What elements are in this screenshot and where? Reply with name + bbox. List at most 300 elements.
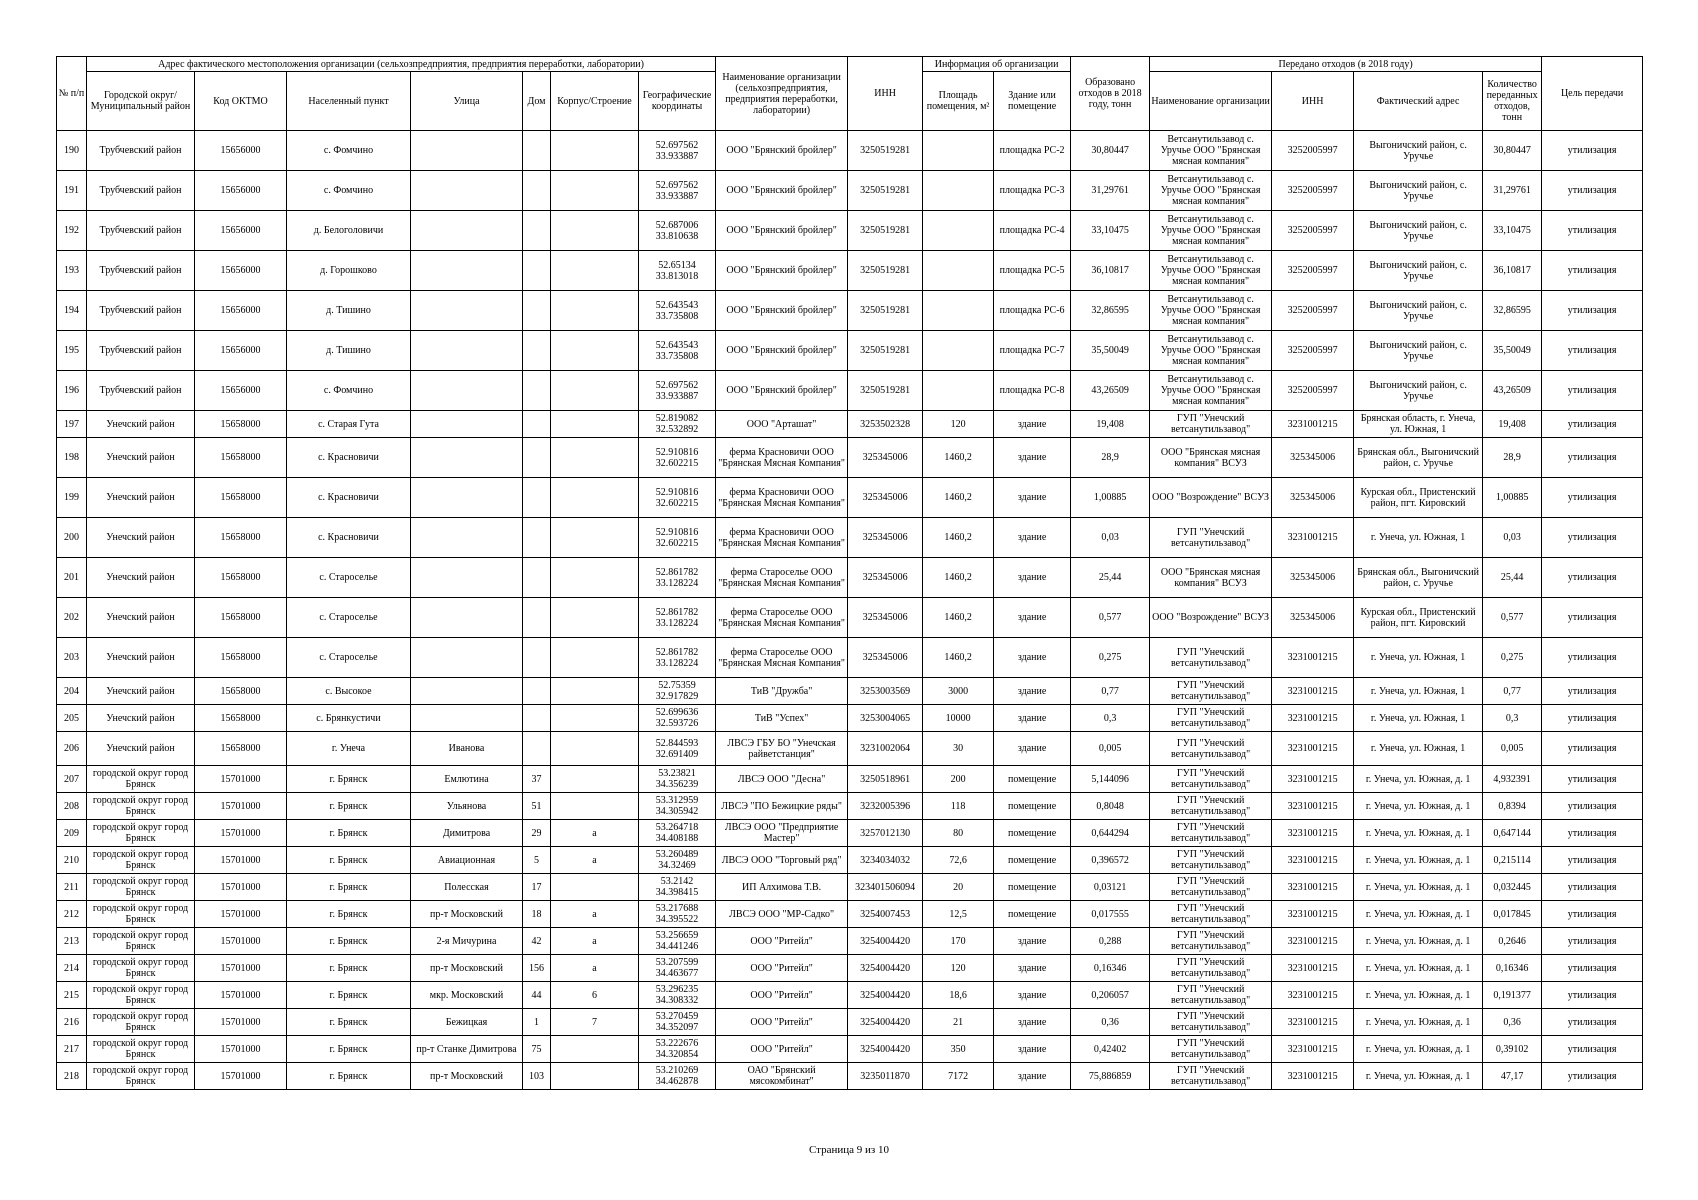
cell-recv-addr: г. Унеча, ул. Южная, 1 xyxy=(1354,732,1483,766)
cell-locality: г. Брянск xyxy=(287,847,411,874)
header-locality: Населенный пункт xyxy=(287,72,411,131)
cell-inn: 3250519281 xyxy=(848,291,923,331)
cell-premises: здание xyxy=(994,955,1071,982)
cell-area: 1460,2 xyxy=(923,638,994,678)
cell-qty: 30,80447 xyxy=(1483,131,1542,171)
cell-oktmo: 15658000 xyxy=(195,558,287,598)
table-row xyxy=(57,478,1643,518)
cell-coords: 52.910816 32.602215 xyxy=(639,478,716,518)
cell-recv-addr: г. Унеча, ул. Южная, д. 1 xyxy=(1354,847,1483,874)
cell-recv-inn: 325345006 xyxy=(1272,438,1354,478)
cell-formed: 0,42402 xyxy=(1071,1036,1150,1063)
cell-qty: 1,00885 xyxy=(1483,478,1542,518)
cell-area xyxy=(923,251,994,291)
header-oktmo: Код ОКТМО xyxy=(195,72,287,131)
table-row xyxy=(57,820,1643,847)
cell-locality: с. Брянкустичи xyxy=(287,705,411,732)
cell-house xyxy=(523,732,551,766)
cell-recv-inn: 325345006 xyxy=(1272,598,1354,638)
cell-num: 209 xyxy=(57,820,87,847)
cell-qty: 0,3 xyxy=(1483,705,1542,732)
cell-street: Авиационная xyxy=(411,847,523,874)
cell-recv-name: ГУП "Унечский ветсанутильзавод" xyxy=(1150,1009,1272,1036)
cell-recv-addr: г. Унеча, ул. Южная, д. 1 xyxy=(1354,820,1483,847)
cell-premises: здание xyxy=(994,1036,1071,1063)
cell-num: 191 xyxy=(57,171,87,211)
cell-house xyxy=(523,638,551,678)
cell-num: 198 xyxy=(57,438,87,478)
cell-org-name: ЛВСЭ ГБУ БО "Унечская райветстанция" xyxy=(716,732,848,766)
cell-district: Унечский район xyxy=(87,732,195,766)
table-row xyxy=(57,438,1643,478)
cell-purpose: утилизация xyxy=(1542,1009,1643,1036)
cell-formed: 43,26509 xyxy=(1071,371,1150,411)
cell-qty: 0,577 xyxy=(1483,598,1542,638)
cell-street xyxy=(411,251,523,291)
cell-oktmo: 15656000 xyxy=(195,331,287,371)
cell-house xyxy=(523,598,551,638)
cell-qty: 0,39102 xyxy=(1483,1036,1542,1063)
cell-recv-name: Ветсанутильзавод с. Уручье ООО "Брянская мясная компания" xyxy=(1150,291,1272,331)
cell-oktmo: 15658000 xyxy=(195,678,287,705)
cell-house xyxy=(523,291,551,331)
cell-recv-inn: 3231001215 xyxy=(1272,1009,1354,1036)
cell-house: 156 xyxy=(523,955,551,982)
cell-purpose: утилизация xyxy=(1542,874,1643,901)
header-org-name: Наименование организации (сельхозпредприятия, предприятия переработки, лаборатории) xyxy=(716,57,848,131)
cell-num: 201 xyxy=(57,558,87,598)
cell-coords: 53.222676 34.320854 xyxy=(639,1036,716,1063)
cell-num: 218 xyxy=(57,1063,87,1090)
cell-street: Ульянова xyxy=(411,793,523,820)
cell-formed: 19,408 xyxy=(1071,411,1150,438)
cell-house xyxy=(523,518,551,558)
cell-org-name: ООО "Ритейл" xyxy=(716,1036,848,1063)
cell-area: 3000 xyxy=(923,678,994,705)
cell-district: городской округ город Брянск xyxy=(87,1009,195,1036)
table-row xyxy=(57,678,1643,705)
cell-org-name: ООО "Ритейл" xyxy=(716,982,848,1009)
cell-recv-name: ГУП "Унечский ветсанутильзавод" xyxy=(1150,793,1272,820)
cell-org-name: ферма Староселье ООО "Брянская Мясная Компания" xyxy=(716,638,848,678)
cell-recv-inn: 3231001215 xyxy=(1272,955,1354,982)
header-inn: ИНН xyxy=(848,57,923,131)
cell-qty: 4,932391 xyxy=(1483,766,1542,793)
cell-building: а xyxy=(551,820,639,847)
cell-recv-name: ГУП "Унечский ветсанутильзавод" xyxy=(1150,1063,1272,1090)
cell-premises: площадка РС-2 xyxy=(994,131,1071,171)
waste-table xyxy=(56,56,1643,1090)
cell-qty: 0,36 xyxy=(1483,1009,1542,1036)
cell-district: Трубчевский район xyxy=(87,211,195,251)
cell-premises: помещение xyxy=(994,793,1071,820)
cell-recv-inn: 3231001215 xyxy=(1272,847,1354,874)
cell-area: 12,5 xyxy=(923,901,994,928)
cell-formed: 31,29761 xyxy=(1071,171,1150,211)
cell-formed: 0,017555 xyxy=(1071,901,1150,928)
cell-qty: 0,017845 xyxy=(1483,901,1542,928)
cell-coords: 53.207599 34.463677 xyxy=(639,955,716,982)
cell-org-name: ООО "Брянский бройлер" xyxy=(716,331,848,371)
header-recv-inn: ИНН xyxy=(1272,72,1354,131)
cell-inn: 3235011870 xyxy=(848,1063,923,1090)
cell-formed: 33,10475 xyxy=(1071,211,1150,251)
cell-house: 29 xyxy=(523,820,551,847)
cell-org-name: ЛВСЭ ООО "Торговый ряд" xyxy=(716,847,848,874)
cell-house xyxy=(523,438,551,478)
cell-street xyxy=(411,598,523,638)
cell-num: 215 xyxy=(57,982,87,1009)
cell-recv-inn: 3231001215 xyxy=(1272,518,1354,558)
table-row xyxy=(57,793,1643,820)
cell-inn: 3254004420 xyxy=(848,955,923,982)
cell-recv-inn: 3252005997 xyxy=(1272,291,1354,331)
cell-district: Трубчевский район xyxy=(87,291,195,331)
cell-formed: 0,644294 xyxy=(1071,820,1150,847)
cell-recv-addr: Брянская область, г. Унеча, ул. Южная, 1 xyxy=(1354,411,1483,438)
cell-recv-addr: Выгоничский район, с. Уручье xyxy=(1354,251,1483,291)
cell-area: 200 xyxy=(923,766,994,793)
cell-recv-inn: 325345006 xyxy=(1272,478,1354,518)
cell-recv-addr: г. Унеча, ул. Южная, 1 xyxy=(1354,518,1483,558)
cell-locality: д. Тишино xyxy=(287,331,411,371)
cell-inn: 3253502328 xyxy=(848,411,923,438)
cell-purpose: утилизация xyxy=(1542,847,1643,874)
cell-district: городской округ город Брянск xyxy=(87,1063,195,1090)
cell-recv-inn: 3231001215 xyxy=(1272,678,1354,705)
cell-recv-name: Ветсанутильзавод с. Уручье ООО "Брянская мясная компания" xyxy=(1150,171,1272,211)
cell-coords: 52.65134 33.813018 xyxy=(639,251,716,291)
cell-oktmo: 15658000 xyxy=(195,732,287,766)
cell-house: 1 xyxy=(523,1009,551,1036)
table-row xyxy=(57,411,1643,438)
cell-recv-addr: г. Унеча, ул. Южная, д. 1 xyxy=(1354,793,1483,820)
cell-purpose: утилизация xyxy=(1542,982,1643,1009)
cell-street xyxy=(411,518,523,558)
cell-recv-name: ГУП "Унечский ветсанутильзавод" xyxy=(1150,518,1272,558)
cell-area: 21 xyxy=(923,1009,994,1036)
cell-recv-name: ООО "Брянская мясная компания" ВСУЗ xyxy=(1150,438,1272,478)
cell-purpose: утилизация xyxy=(1542,331,1643,371)
cell-num: 192 xyxy=(57,211,87,251)
cell-purpose: утилизация xyxy=(1542,638,1643,678)
cell-formed: 75,886859 xyxy=(1071,1063,1150,1090)
cell-area: 1460,2 xyxy=(923,598,994,638)
cell-district: Унечский район xyxy=(87,411,195,438)
cell-house xyxy=(523,171,551,211)
cell-coords: 52.643543 33.735808 xyxy=(639,291,716,331)
cell-org-name: ИП Алхимова Т.В. xyxy=(716,874,848,901)
cell-inn: 3232005396 xyxy=(848,793,923,820)
cell-street: Димитрова xyxy=(411,820,523,847)
cell-org-name: ЛВСЭ ООО "МР-Садко" xyxy=(716,901,848,928)
cell-district: Унечский район xyxy=(87,518,195,558)
cell-recv-name: ГУП "Унечский ветсанутильзавод" xyxy=(1150,411,1272,438)
header-recv-name: Наименование организации xyxy=(1150,72,1272,131)
cell-inn: 3250519281 xyxy=(848,211,923,251)
cell-coords: 52.861782 33.128224 xyxy=(639,558,716,598)
cell-num: 213 xyxy=(57,928,87,955)
header-coords: Географические координаты xyxy=(639,72,716,131)
cell-purpose: утилизация xyxy=(1542,793,1643,820)
cell-recv-inn: 3231001215 xyxy=(1272,1063,1354,1090)
cell-num: 210 xyxy=(57,847,87,874)
cell-premises: помещение xyxy=(994,766,1071,793)
cell-area: 170 xyxy=(923,928,994,955)
table-row xyxy=(57,982,1643,1009)
cell-district: городской округ город Брянск xyxy=(87,901,195,928)
cell-org-name: ферма Староселье ООО "Брянская Мясная Компания" xyxy=(716,558,848,598)
cell-inn: 3257012130 xyxy=(848,820,923,847)
cell-inn: 3231002064 xyxy=(848,732,923,766)
cell-num: 216 xyxy=(57,1009,87,1036)
cell-oktmo: 15658000 xyxy=(195,518,287,558)
cell-purpose: утилизация xyxy=(1542,171,1643,211)
table-row xyxy=(57,874,1643,901)
page-footer: Страница 9 из 10 xyxy=(808,1144,890,1156)
cell-district: Трубчевский район xyxy=(87,371,195,411)
cell-coords: 53.260489 34.32469 xyxy=(639,847,716,874)
cell-oktmo: 15701000 xyxy=(195,955,287,982)
cell-premises: помещение xyxy=(994,847,1071,874)
cell-qty: 0,032445 xyxy=(1483,874,1542,901)
cell-area: 118 xyxy=(923,793,994,820)
cell-premises: здание xyxy=(994,598,1071,638)
cell-formed: 0,275 xyxy=(1071,638,1150,678)
cell-inn: 3250519281 xyxy=(848,251,923,291)
cell-coords: 52.844593 32.691409 xyxy=(639,732,716,766)
cell-formed: 0,16346 xyxy=(1071,955,1150,982)
cell-purpose: утилизация xyxy=(1542,131,1643,171)
cell-building xyxy=(551,732,639,766)
cell-district: Трубчевский район xyxy=(87,331,195,371)
cell-recv-addr: г. Унеча, ул. Южная, д. 1 xyxy=(1354,955,1483,982)
cell-house xyxy=(523,131,551,171)
cell-street: пр-т Московский xyxy=(411,1063,523,1090)
cell-district: городской округ город Брянск xyxy=(87,1036,195,1063)
cell-area: 80 xyxy=(923,820,994,847)
cell-locality: д. Горошково xyxy=(287,251,411,291)
cell-org-name: ООО "Брянский бройлер" xyxy=(716,371,848,411)
cell-purpose: утилизация xyxy=(1542,1036,1643,1063)
cell-district: городской округ город Брянск xyxy=(87,847,195,874)
header-district: Городской округ/Муниципальный район xyxy=(87,72,195,131)
cell-locality: с. Старая Гута xyxy=(287,411,411,438)
cell-inn: 325345006 xyxy=(848,438,923,478)
cell-premises: площадка РС-4 xyxy=(994,211,1071,251)
cell-formed: 0,005 xyxy=(1071,732,1150,766)
table-row xyxy=(57,131,1643,171)
table-row xyxy=(57,1036,1643,1063)
cell-inn: 325345006 xyxy=(848,598,923,638)
cell-district: городской округ город Брянск xyxy=(87,793,195,820)
cell-recv-inn: 3231001215 xyxy=(1272,705,1354,732)
cell-coords: 53.210269 34.462878 xyxy=(639,1063,716,1090)
cell-num: 199 xyxy=(57,478,87,518)
cell-num: 211 xyxy=(57,874,87,901)
cell-house: 44 xyxy=(523,982,551,1009)
cell-recv-name: ГУП "Унечский ветсанутильзавод" xyxy=(1150,705,1272,732)
cell-recv-name: ООО "Возрождение" ВСУЗ xyxy=(1150,478,1272,518)
cell-oktmo: 15701000 xyxy=(195,1036,287,1063)
cell-recv-addr: г. Унеча, ул. Южная, д. 1 xyxy=(1354,766,1483,793)
cell-formed: 0,8048 xyxy=(1071,793,1150,820)
cell-purpose: утилизация xyxy=(1542,598,1643,638)
cell-premises: здание xyxy=(994,1063,1071,1090)
cell-building xyxy=(551,251,639,291)
cell-org-name: ЛВСЭ "ПО Бежицкие ряды" xyxy=(716,793,848,820)
cell-num: 203 xyxy=(57,638,87,678)
cell-recv-addr: г. Унеча, ул. Южная, д. 1 xyxy=(1354,1036,1483,1063)
cell-oktmo: 15701000 xyxy=(195,793,287,820)
cell-recv-inn: 3252005997 xyxy=(1272,131,1354,171)
cell-org-name: ООО "Ритейл" xyxy=(716,1009,848,1036)
cell-locality: г. Брянск xyxy=(287,1009,411,1036)
cell-building xyxy=(551,171,639,211)
cell-oktmo: 15658000 xyxy=(195,705,287,732)
cell-recv-addr: г. Унеча, ул. Южная, д. 1 xyxy=(1354,874,1483,901)
cell-oktmo: 15658000 xyxy=(195,598,287,638)
cell-district: городской округ город Брянск xyxy=(87,928,195,955)
cell-qty: 35,50049 xyxy=(1483,331,1542,371)
cell-locality: с. Высокое xyxy=(287,678,411,705)
cell-recv-addr: г. Унеча, ул. Южная, 1 xyxy=(1354,638,1483,678)
header-transfer-group: Передано отходов (в 2018 году) xyxy=(1150,57,1542,72)
cell-qty: 0,03 xyxy=(1483,518,1542,558)
cell-area: 1460,2 xyxy=(923,518,994,558)
cell-premises: площадка РС-7 xyxy=(994,331,1071,371)
cell-recv-inn: 3231001215 xyxy=(1272,732,1354,766)
cell-recv-name: ГУП "Унечский ветсанутильзавод" xyxy=(1150,638,1272,678)
cell-premises: здание xyxy=(994,638,1071,678)
cell-num: 217 xyxy=(57,1036,87,1063)
cell-purpose: утилизация xyxy=(1542,901,1643,928)
table-body xyxy=(57,131,1643,1090)
cell-recv-inn: 3231001215 xyxy=(1272,874,1354,901)
table-row xyxy=(57,1009,1643,1036)
cell-house: 5 xyxy=(523,847,551,874)
cell-purpose: утилизация xyxy=(1542,518,1643,558)
cell-recv-addr: г. Унеча, ул. Южная, д. 1 xyxy=(1354,901,1483,928)
table-row xyxy=(57,732,1643,766)
cell-street xyxy=(411,171,523,211)
cell-formed: 0,03 xyxy=(1071,518,1150,558)
cell-locality: с. Красновичи xyxy=(287,438,411,478)
cell-formed: 0,03121 xyxy=(1071,874,1150,901)
cell-area: 20 xyxy=(923,874,994,901)
header-num: № п/п xyxy=(57,57,87,131)
cell-coords: 52.697562 33.933887 xyxy=(639,131,716,171)
cell-num: 208 xyxy=(57,793,87,820)
cell-recv-addr: г. Унеча, ул. Южная, д. 1 xyxy=(1354,1009,1483,1036)
cell-inn: 3254004420 xyxy=(848,982,923,1009)
cell-building xyxy=(551,478,639,518)
cell-house: 17 xyxy=(523,874,551,901)
cell-street: 2-я Мичурина xyxy=(411,928,523,955)
cell-locality: г. Брянск xyxy=(287,955,411,982)
cell-purpose: утилизация xyxy=(1542,955,1643,982)
cell-house xyxy=(523,411,551,438)
cell-street xyxy=(411,478,523,518)
cell-org-name: ООО "Брянский бройлер" xyxy=(716,211,848,251)
cell-num: 196 xyxy=(57,371,87,411)
cell-locality: г. Брянск xyxy=(287,928,411,955)
cell-purpose: утилизация xyxy=(1542,438,1643,478)
cell-qty: 0,77 xyxy=(1483,678,1542,705)
cell-building xyxy=(551,331,639,371)
cell-premises: здание xyxy=(994,518,1071,558)
cell-area: 1460,2 xyxy=(923,478,994,518)
cell-house xyxy=(523,211,551,251)
cell-district: Трубчевский район xyxy=(87,251,195,291)
cell-locality: г. Брянск xyxy=(287,901,411,928)
cell-building: 7 xyxy=(551,1009,639,1036)
cell-area: 10000 xyxy=(923,705,994,732)
cell-street xyxy=(411,638,523,678)
cell-street xyxy=(411,438,523,478)
cell-building xyxy=(551,291,639,331)
cell-recv-name: ГУП "Унечский ветсанутильзавод" xyxy=(1150,982,1272,1009)
header-premises: Здание или помещение xyxy=(994,72,1071,131)
cell-recv-addr: Выгоничский район, с. Уручье xyxy=(1354,291,1483,331)
cell-oktmo: 15701000 xyxy=(195,982,287,1009)
table-row xyxy=(57,331,1643,371)
cell-house: 18 xyxy=(523,901,551,928)
cell-coords: 53.217688 34.395522 xyxy=(639,901,716,928)
cell-locality: г. Брянск xyxy=(287,1063,411,1090)
cell-coords: 52.861782 33.128224 xyxy=(639,598,716,638)
cell-org-name: ООО "Брянский бройлер" xyxy=(716,171,848,211)
cell-qty: 0,2646 xyxy=(1483,928,1542,955)
cell-street xyxy=(411,411,523,438)
cell-inn: 325345006 xyxy=(848,478,923,518)
cell-recv-name: ГУП "Унечский ветсанутильзавод" xyxy=(1150,955,1272,982)
cell-formed: 0,36 xyxy=(1071,1009,1150,1036)
cell-num: 193 xyxy=(57,251,87,291)
cell-recv-name: ГУП "Унечский ветсанутильзавод" xyxy=(1150,766,1272,793)
cell-house: 37 xyxy=(523,766,551,793)
cell-inn: 325345006 xyxy=(848,518,923,558)
cell-purpose: утилизация xyxy=(1542,732,1643,766)
cell-area: 1460,2 xyxy=(923,438,994,478)
cell-recv-inn: 3231001215 xyxy=(1272,982,1354,1009)
cell-coords: 52.687006 33.810638 xyxy=(639,211,716,251)
cell-oktmo: 15701000 xyxy=(195,1009,287,1036)
cell-inn: 3254004420 xyxy=(848,928,923,955)
cell-formed: 30,80447 xyxy=(1071,131,1150,171)
cell-house: 103 xyxy=(523,1063,551,1090)
cell-premises: здание xyxy=(994,982,1071,1009)
cell-qty: 47,17 xyxy=(1483,1063,1542,1090)
cell-purpose: утилизация xyxy=(1542,1063,1643,1090)
cell-area: 1460,2 xyxy=(923,558,994,598)
table-row xyxy=(57,518,1643,558)
cell-premises: здание xyxy=(994,928,1071,955)
cell-oktmo: 15701000 xyxy=(195,847,287,874)
cell-building xyxy=(551,211,639,251)
cell-recv-name: ГУП "Унечский ветсанутильзавод" xyxy=(1150,847,1272,874)
cell-purpose: утилизация xyxy=(1542,211,1643,251)
cell-oktmo: 15658000 xyxy=(195,411,287,438)
cell-locality: г. Брянск xyxy=(287,766,411,793)
cell-recv-name: Ветсанутильзавод с. Уручье ООО "Брянская мясная компания" xyxy=(1150,211,1272,251)
cell-qty: 33,10475 xyxy=(1483,211,1542,251)
cell-inn: 3254004420 xyxy=(848,1036,923,1063)
cell-house xyxy=(523,371,551,411)
cell-qty: 31,29761 xyxy=(1483,171,1542,211)
cell-coords: 53.296235 34.308332 xyxy=(639,982,716,1009)
cell-street: пр-т Станке Димитрова xyxy=(411,1036,523,1063)
